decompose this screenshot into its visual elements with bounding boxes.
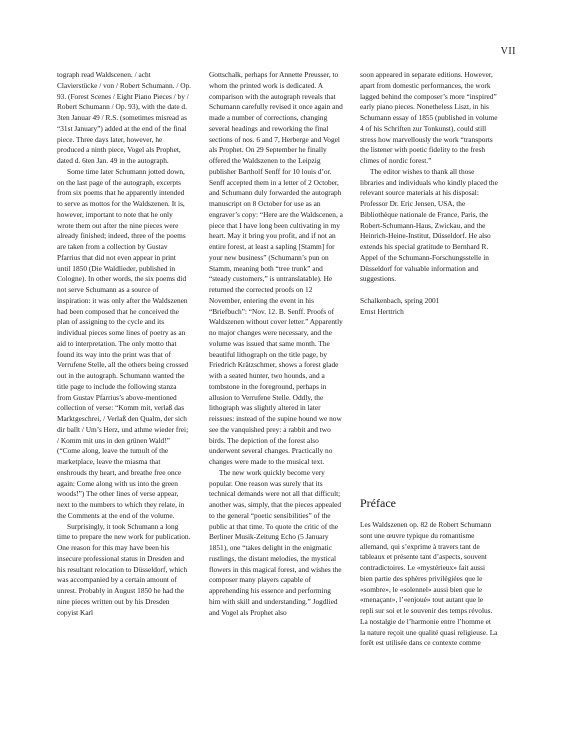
text-column-1 (57, 70, 191, 618)
paragraph: The new work quickly become very popular. One reason was surely that its technical demands were not all that difficult; another was, simply, that the pieces appealed to the general “poetic sensibilities” of the public at that time. To quote the critic of the Berliner Musik-Zeitung Echo (5 January 1851), one “takes delight in the enigmatic rustlings, the distant melodies, the mystical flowers in this magical forest, and wishes the composer many players capable of apprehending his essence and performing him with skill and understanding.” Jogdlied and Vogel als Prophet also (209, 467, 342, 617)
paragraph: Gottschalk, perhaps for Annette Preusser, to whom the printed work is dedicated. A comparison with the autograph reveals that Schumann carefully revised it once again and made a number of corrections, changing several headings and reworking the final sections of nos. 6 and 7, Herberge and Vogel als Prophet. On 29 September he finally offered the Waldszenen to the Leipzig publisher Bartholf Senff for 10 louis d’or. Senff accepted them in a letter of 2 October, and Schumann duly forwarded the autograph manuscript on 8 October for use as an engraver’s copy: “Here are the Waldscenen, a piece that I have long been cultivating in my heart. May it bring you profit, and if not an entire forest, at least a sapling [Stamm] for your new business” (Schumann’s pun on Stamm, meaning both “tree trunk” and “steady customers,” is untranslatable). He returned the corrected proofs on 12 November, entering the event in his “Briefbuch”: “Nov. 12. B. Senff. Proofs of Waldszenen without cover letter.” Apparently no major changes were necessary, and the volume was issued that same month. The beautiful lithograph on the title page, by Friedrich Krätzschmer, shows a forest glade with a seated hunter, two hounds, and a tombstone in the foreground, perhaps in allusion to Verrufene Stelle. Oddly, the lithograph was slightly altered in later reissues: instead of the supine hound we now see the vanquished prey: a rabbit and two birds. The depiction of the forest also underwent several changes. Practically no changes were made to the musical text. (209, 70, 343, 466)
paragraph: soon appeared in separate editions. However, apart from domestic performances, the work lagged behind the composer’s more “inspired” early piano pieces. Nonetheless Liszt, in his Schumann essay of 1855 (published in volume 4 of his Schriften zur Tonkunst), could still stress how marvellously the work “transports the listener with poetic fidelity to the fresh climes of nordic forest.” (360, 70, 498, 165)
signature-name: Ernst Herttrich (360, 306, 404, 316)
preface-paragraph: Les Waldszenen op. 82 de Robert Schumann sont une œuvre typique du romantisme allemand, qui s’exprime à travers tant de tableaux et présente tant d’aspects, souvent contradictoires. Le «mystérieux» fait aussi bien partie des sphères privilégiées que le «sombre», le «solennel» aussi bien que le «menaçant», l’«enjoué» tout autant que le repli sur soi et le souvenir des temps révolus. La nostalgie de l’harmonie entre l’homme et la nature reçoit une qualité quasi religieuse. La forêt est utilisée dans ce contexte comme (360, 520, 498, 648)
preface-column (360, 520, 498, 649)
paragraph: tograph read Waldscenen. / acht Clavierstücke / von / Robert Schumann. / Op. 93. (Forest Scenes / Eight Piano Pieces / by / Robert Schumann / Op. 93), with the date d. 3ten Januar 49 / R.S. (sometimes misread as “31st January”) added at the end of the final piece. Three days later, however, he produced a ninth piece, Vogel als Prophet, dated d. 6ten Jan. 49 in the autograph. (57, 70, 192, 165)
text-column-3 (360, 70, 498, 317)
preface-heading: Préface (360, 496, 396, 510)
signature-place-date: Schalkenbach, spring 2001 (360, 295, 440, 305)
text-column-2 (209, 70, 343, 618)
page-number: VII (500, 46, 516, 57)
paragraph: Surprisingly, it took Schumann a long time to prepare the new work for publication. One reason for this may have been his insecure professional status in Dresden and his resultant relocation to Düsseldorf, which was accompanied by a certain amount of unrest. Probably in August 1850 he had the nine pieces written out by his Dresden copyist Karl (57, 521, 191, 617)
paragraph: The editor wishes to thank all those libraries and individuals who kindly placed the relevant source materials at his disposal: Professor Dr. Eric Jensen, USA, the Bibliothèque nationale de France, Paris, the Robert-Schumann-Haus, Zwickau, and the Heinrich-Heine-Institut, Düsseldorf. He also extends his special gratitude to Bernhard R. Appel of the Schumann-Forschungsstelle in Düsseldorf for valuable information and suggestions. (360, 166, 498, 284)
paragraph: Some time later Schumann jotted down, on the last page of the autograph, excerpts from six poems that he apparently intended to serve as mottos for the Waldszenen. It is, however, important to note that he only wrote them out after the nine pieces were already finished; indeed, three of the poems are taken from a collection by Gustav Pfarrius that did not even appear in print until 1850 (Die Waldlieder, published in Cologne). In other words, the six poems did not serve Schumann as a source of inspiration: it was only after the Waldszenen had been composed that he conceived the plan of assigning to the cycle and its individual pieces some lines of poetry as an aid to interpretation. The only motto that found its way into the print was that of Verrufene Stelle, all the others being crossed out in the autograph. Schumann wanted the title page to include the following stanza from Gustav Pfarrius’s above-mentioned collection of verse: “Komm mit, verlaß das Marktgeschrei, / Verlaß den Qualm, der sich dir ballt / Um’s Herz, und athme wieder frei; / Komm mit uns in den grünen Wald!” (“Come along, leave the tumult of the marketplace, leave the miasma that enshrouds thy heart, and breathe free once again: Come along with us into the green woods!”) The other lines of verse appear, next to the numbers to which they relate, in the Comments at the end of the volume. (57, 166, 189, 520)
